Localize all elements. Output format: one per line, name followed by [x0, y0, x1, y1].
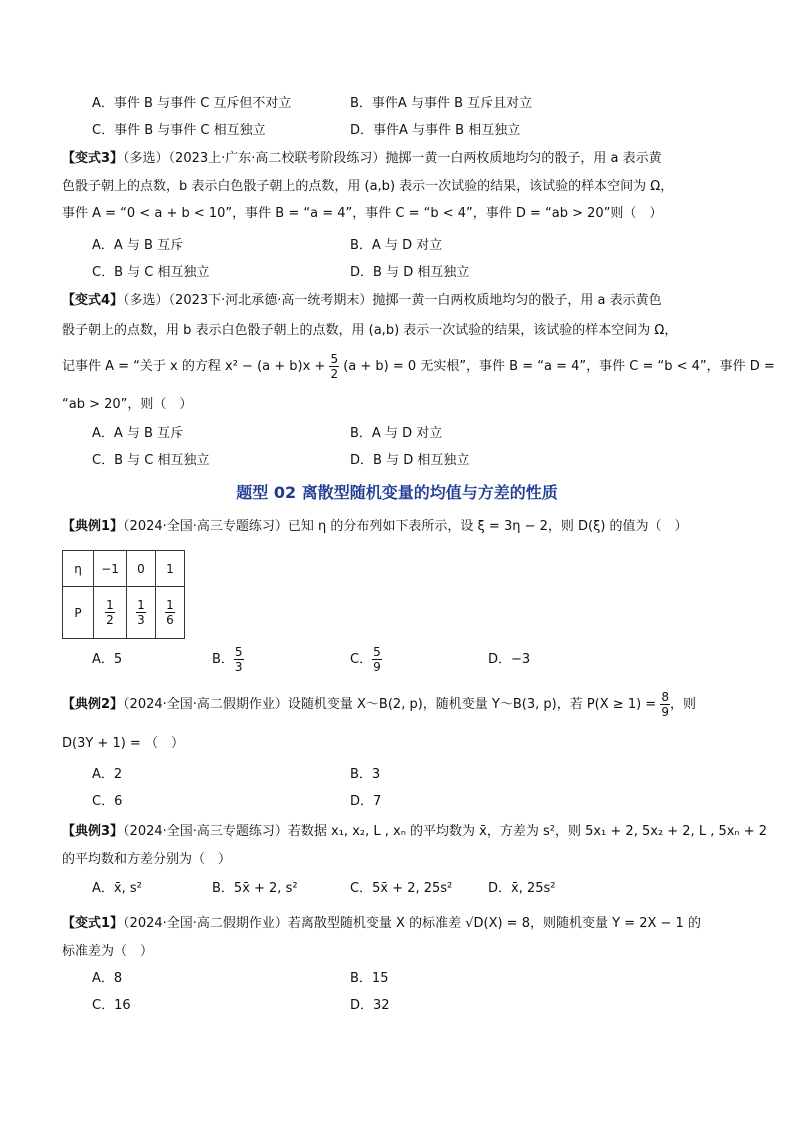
e3-text-1: （2024·全国·高三专题练习）若数据 x₁, x₂, L , xₙ 的平均数为 x̄，方差为 s²，则 5x₁ + 2, 5x₂ + 2, L , 5xₙ + 2 — [123, 824, 768, 839]
section-title: 题型 02 离散型随机变量的均值与方差的性质 — [236, 483, 558, 502]
v3-option-d: D．B 与 D 相互独立 — [350, 265, 470, 280]
v1-line-1 — [62, 915, 701, 933]
e3-option-d: D．x̄, 25s² — [488, 881, 556, 896]
e1-option-b-den: 3 — [234, 660, 243, 674]
v1-option-c: C．16 — [92, 998, 131, 1013]
table-cell-p1 — [94, 587, 127, 639]
e1-tag: 【典例1】 — [62, 519, 124, 534]
block1-option-b: B．事件A 与事件 B 互斥且对立 — [350, 96, 533, 111]
v4-option-c: C．B 与 C 相互独立 — [92, 453, 210, 468]
e1-option-c-frac — [372, 645, 382, 674]
e2-option-b: B．3 — [350, 767, 381, 782]
e1-option-b — [212, 643, 244, 677]
e1-line-1 — [62, 518, 688, 536]
e2-text-1b: ，则 — [669, 697, 696, 712]
v4-tag: 【变式4】 — [62, 293, 124, 308]
e3-line-1 — [62, 823, 767, 841]
v4-frac-num: 5 — [330, 352, 339, 366]
v3-text-1: （多选）（2023上·广东·高二校联考阶段练习）抛掷一黄一白两枚质地均匀的骰子，用 a 表示黄 — [123, 151, 662, 166]
e2-line-1 — [62, 690, 696, 720]
e3-line-2: 的平均数和方差分别为（ ） — [62, 852, 232, 867]
p3-num: 1 — [166, 598, 174, 612]
v4-fraction — [329, 352, 339, 381]
e3-option-b: B．5x̄ + 2, s² — [212, 881, 298, 896]
v4-line-3 — [62, 352, 775, 382]
v4-option-b: B．A 与 D 对立 — [350, 426, 443, 441]
e1-option-b-num: 5 — [234, 645, 243, 659]
e1-option-c-prefix: C． — [350, 652, 373, 667]
v1-text-1: （2024·全国·高二假期作业）若离散型随机变量 X 的标准差 √D(X) = 8，则随机变量 Y = 2X − 1 的 — [123, 916, 701, 931]
v1-option-d: D．32 — [350, 998, 390, 1013]
e1-option-c-den: 9 — [373, 660, 381, 674]
p1-den: 2 — [106, 613, 114, 627]
table-cell-p3 — [156, 587, 185, 639]
e3-option-a: A．x̄, s² — [92, 881, 142, 896]
v4-option-d: D．B 与 D 相互独立 — [350, 453, 470, 468]
e2-option-d: D．7 — [350, 794, 382, 809]
e2-fraction — [660, 690, 670, 719]
v4-text-3a: 记事件 A = “关于 x 的方程 x² − (a + b)x + — [62, 359, 326, 374]
v3-line-2: 色骰子朝上的点数，b 表示白色骰子朝上的点数，用 (a,b) 表示一次试验的结果，该试验的样本空间为 Ω， — [62, 179, 674, 194]
e1-option-b-frac — [234, 645, 244, 674]
v4-option-a: A．A 与 B 互斥 — [92, 426, 184, 441]
v3-tag: 【变式3】 — [62, 151, 124, 166]
v4-line-4: “ab > 20”，则（ ） — [62, 397, 193, 412]
e2-frac-num: 8 — [661, 690, 669, 704]
block1-option-a: A．事件 B 与事件 C 互斥但不对立 — [92, 96, 292, 111]
e1-option-a: A．5 — [92, 652, 123, 667]
block1-option-d: D．事件A 与事件 B 相互独立 — [350, 123, 521, 138]
v3-line-1 — [62, 150, 662, 168]
block1-option-c: C．事件 B 与事件 C 相互独立 — [92, 123, 266, 138]
v4-line-1 — [62, 292, 662, 310]
e1-option-b-prefix: B． — [212, 652, 234, 667]
e2-frac-den: 9 — [661, 705, 669, 719]
e3-option-c: C．5x̄ + 2, 25s² — [350, 881, 453, 896]
distribution-table — [62, 550, 185, 639]
v1-option-b: B．15 — [350, 971, 389, 986]
v4-text-3b: (a + b) = 0 无实根”，事件 B = “a = 4”，事件 C = “b < 4”，事件 D = — [343, 359, 775, 374]
e1-text-1: （2024·全国·高三专题练习）已知 η 的分布列如下表所示，设 ξ = 3η − 2，则 D(ξ) 的值为（ ） — [123, 519, 688, 534]
table-header-p: P — [63, 587, 94, 639]
v4-line-2: 骰子朝上的点数，用 b 表示白色骰子朝上的点数，用 (a,b) 表示一次试验的结果，该试验的样本空间为 Ω， — [62, 323, 678, 338]
v3-option-b: B．A 与 D 对立 — [350, 238, 443, 253]
v3-line-3: 事件 A = “0 < a + b < 10”，事件 B = “a = 4”，事件 C = “b < 4”，事件 D = “ab > 20”则（ ） — [62, 206, 663, 221]
v1-option-a: A．8 — [92, 971, 123, 986]
p2-den: 3 — [137, 613, 145, 627]
e2-option-a: A．2 — [92, 767, 123, 782]
e1-option-c-num: 5 — [373, 645, 381, 659]
table-header-eta: η — [63, 551, 94, 587]
v1-line-2: 标准差为（ ） — [62, 944, 154, 959]
e1-option-d: D．−3 — [488, 652, 531, 667]
e3-tag: 【典例3】 — [62, 824, 124, 839]
table-cell-x3: 1 — [156, 551, 185, 587]
p1-num: 1 — [106, 598, 114, 612]
v3-option-a: A．A 与 B 互斥 — [92, 238, 184, 253]
table-cell-x1: −1 — [94, 551, 127, 587]
e2-text-1a: （2024·全国·高二假期作业）设随机变量 X～B(2, p)，随机变量 Y～B(3, p)，若 P(X ≥ 1) = — [123, 697, 657, 712]
e1-option-c — [350, 643, 382, 677]
v4-text-1: （多选）（2023下·河北承德·高一统考期末）抛掷一黄一白两枚质地均匀的骰子，用 a 表示黄色 — [123, 293, 662, 308]
table-cell-x2: 0 — [127, 551, 156, 587]
e2-option-c: C．6 — [92, 794, 123, 809]
v4-frac-den: 2 — [330, 367, 339, 381]
table-cell-p2 — [127, 587, 156, 639]
v3-option-c: C．B 与 C 相互独立 — [92, 265, 210, 280]
e2-tag: 【典例2】 — [62, 697, 124, 712]
e2-line-2: D(3Y + 1) = （ ） — [62, 736, 184, 751]
v1-tag: 【变式1】 — [62, 916, 124, 931]
p2-num: 1 — [137, 598, 145, 612]
p3-den: 6 — [166, 613, 174, 627]
